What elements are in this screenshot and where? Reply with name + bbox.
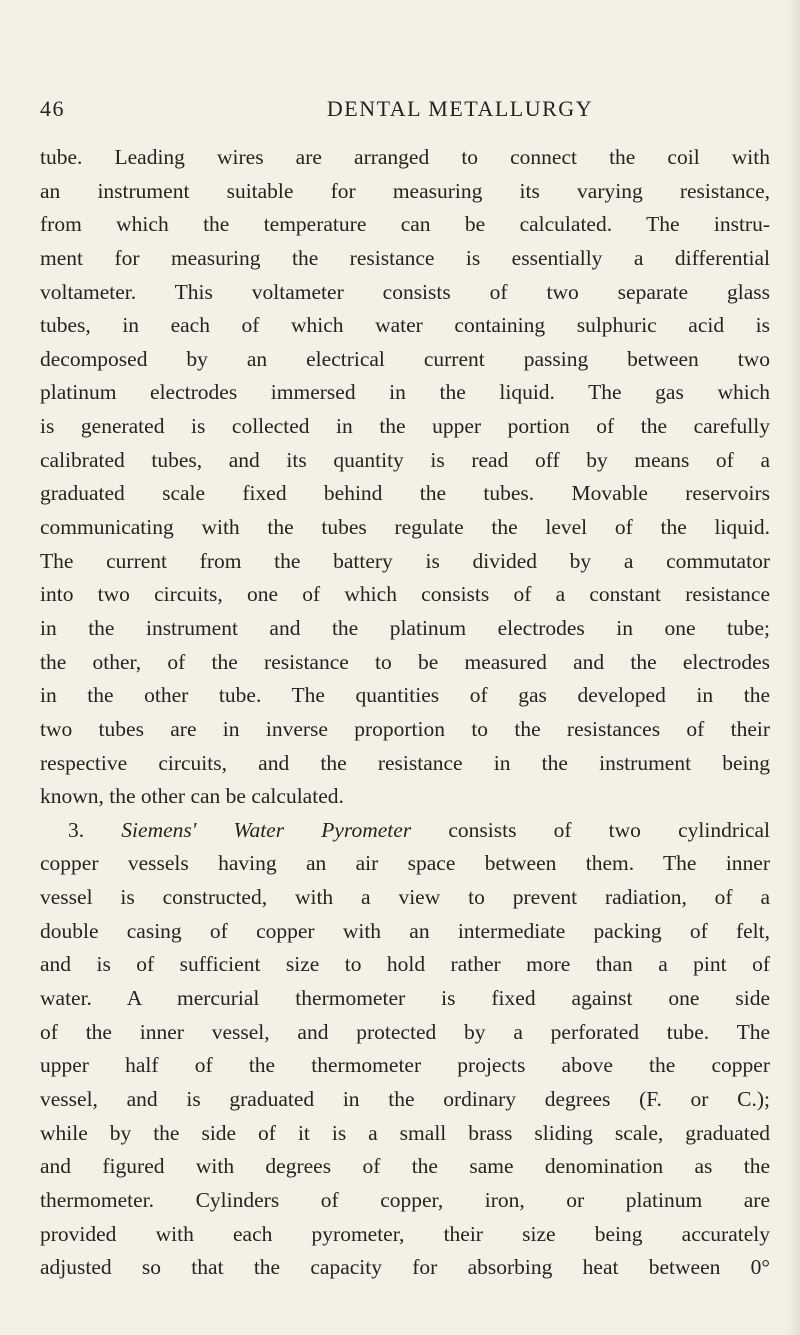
text-line: communicating with the tubes regulate the level of the liquid. xyxy=(40,515,770,540)
text-line: two tubes are in inverse proportion to the resistances of their xyxy=(40,716,770,741)
pyrometer-title: Siemens' Water Pyrometer xyxy=(121,817,412,842)
text-line: provided with each pyrometer, their size being accurately xyxy=(40,1221,770,1246)
text-line: adjusted so that the capacity for absorbing heat between 0° xyxy=(40,1255,770,1280)
text-line: graduated scale fixed behind the tubes. Movable reservoirs xyxy=(40,481,770,506)
page-number: 46 xyxy=(40,96,65,121)
running-head xyxy=(40,96,770,126)
text-line: vessel is constructed, with a view to prevent radiation, of a xyxy=(40,885,770,910)
text-line: respective circuits, and the resistance in the instrument being xyxy=(40,750,770,775)
paragraph-3-first-line xyxy=(40,814,770,848)
text-line: in the instrument and the platinum electrodes in one tube; xyxy=(40,615,770,640)
text-line: voltameter. This voltameter consists of two separate glass xyxy=(40,279,770,304)
paragraph-number: 3. xyxy=(68,817,85,842)
text-line: The current from the battery is divided by a commutator xyxy=(40,548,770,573)
text-line: double casing of copper with an intermediate packing of felt, xyxy=(40,918,770,943)
text-line: into two circuits, one of which consists of a constant resistance xyxy=(40,582,770,607)
text-line: thermometer. Cylinders of copper, iron, or platinum are xyxy=(40,1187,770,1212)
text-line: water. A mercurial thermometer is fixed against one side xyxy=(40,986,770,1011)
body-text xyxy=(40,141,770,1285)
text-line: known, the other can be calculated. xyxy=(40,784,344,809)
text-line: platinum electrodes immersed in the liquid. The gas which xyxy=(40,380,770,405)
text-fragment: consists of two cylindrical xyxy=(448,817,771,842)
text-line: ment for measuring the resistance is essentially a differential xyxy=(40,245,770,270)
text-line: of the inner vessel, and protected by a perforated tube. The xyxy=(40,1019,770,1044)
text-line: and figured with degrees of the same denomination as the xyxy=(40,1154,770,1179)
text-line: from which the temperature can be calculated. The instru- xyxy=(40,212,770,237)
text-line: tubes, in each of which water containing sulphuric acid is xyxy=(40,313,770,338)
text-line: decomposed by an electrical current passing between two xyxy=(40,346,770,371)
page-edge-shadow xyxy=(786,0,800,1335)
text-line: in the other tube. The quantities of gas developed in the xyxy=(40,683,770,708)
text-line: while by the side of it is a small brass sliding scale, graduated xyxy=(40,1120,770,1145)
text-line: vessel, and is graduated in the ordinary degrees (F. or C.); xyxy=(40,1086,770,1111)
text-line: the other, of the resistance to be measured and the electrodes xyxy=(40,649,770,674)
text-line: calibrated tubes, and its quantity is read off by means of a xyxy=(40,447,770,472)
text-line: copper vessels having an air space between them. The inner xyxy=(40,851,770,876)
text-line: tube. Leading wires are arranged to connect the coil with xyxy=(40,145,770,169)
text-line: upper half of the thermometer projects above the copper xyxy=(40,1053,770,1078)
text-line: an instrument suitable for measuring its varying resistance, xyxy=(40,178,770,203)
text-line: and is of sufficient size to hold rather more than a pint of xyxy=(40,952,770,977)
running-title: DENTAL METALLURGY xyxy=(326,96,594,121)
text-line: is generated is collected in the upper portion of the carefully xyxy=(40,414,770,439)
